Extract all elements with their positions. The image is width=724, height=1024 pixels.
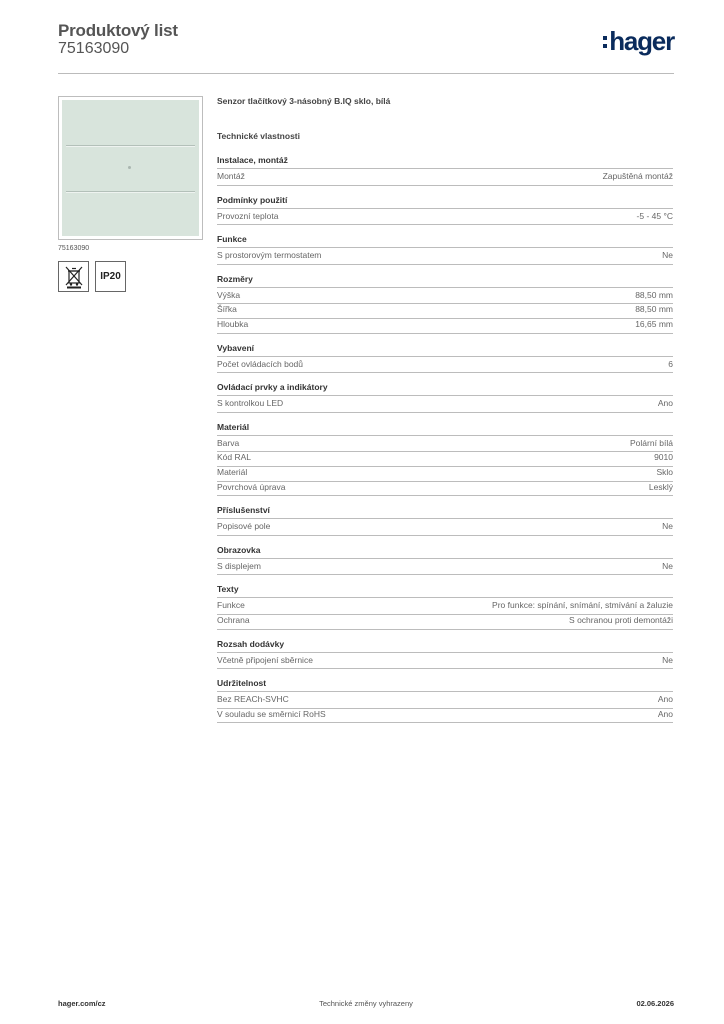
spec-row — [217, 211, 673, 226]
spec-key: S prostorovým termostatem — [217, 250, 322, 261]
spec-row — [217, 482, 673, 497]
spec-row — [217, 615, 673, 630]
spec-group-title: Rozsah dodávky — [217, 639, 673, 651]
spec-key: Počet ovládacích bodů — [217, 358, 304, 369]
spec-value: Ne — [662, 521, 673, 532]
spec-row — [217, 521, 673, 536]
spec-group-title: Texty — [217, 584, 673, 596]
spec-row — [217, 359, 673, 374]
footer-disclaimer: Technické změny vyhrazeny — [319, 999, 413, 1008]
spec-value: Lesklý — [648, 481, 673, 492]
page-footer — [58, 999, 674, 1011]
button-separator — [66, 145, 195, 147]
spec-value: S ochranou proti demontáži — [569, 615, 673, 625]
spec-key: Barva — [217, 437, 240, 448]
spec-row — [217, 171, 673, 186]
footer-date: 02.06.2026 — [636, 999, 674, 1008]
spec-key: S kontrolkou LED — [217, 398, 284, 409]
spec-group-title: Rozměry — [217, 274, 673, 286]
spec-row — [217, 452, 673, 467]
spec-key: Provozní teplota — [217, 210, 279, 221]
spec-row — [217, 600, 673, 615]
page-header — [58, 21, 674, 67]
spec-row — [217, 319, 673, 334]
spec-group-title: Obrazovka — [217, 545, 673, 557]
spec-value: 9010 — [654, 452, 673, 463]
glass-panel — [62, 100, 199, 236]
spec-value: Polární bílá — [630, 437, 673, 448]
button-separator — [66, 191, 195, 193]
weee-crossed-bin-icon — [58, 261, 89, 292]
spec-group-title: Instalace, montáž — [217, 155, 673, 167]
spec-row — [217, 655, 673, 670]
spec-value: Ne — [662, 654, 673, 665]
spec-value: 6 — [668, 358, 673, 369]
led-indicator-icon — [128, 166, 131, 169]
spec-value: Ano — [657, 708, 673, 719]
document-number: 75163090 — [58, 40, 130, 57]
spec-value: Ne — [662, 250, 673, 261]
spec-value: Pro funkce: spínání, snímání, stmívání a žaluzie — [492, 600, 673, 611]
brand-logo — [603, 26, 674, 56]
spec-key: Ochrana — [217, 615, 250, 625]
spec-value: 88,50 mm — [635, 304, 673, 315]
product-name: Senzor tlačítkový 3-násobný B.IQ sklo, bílá — [217, 96, 391, 106]
spec-key: Funkce — [217, 600, 245, 611]
spec-row — [217, 398, 673, 413]
spec-row — [217, 304, 673, 319]
spec-key: Povrchová úprava — [217, 481, 286, 492]
spec-row — [217, 561, 673, 576]
spec-row — [217, 694, 673, 709]
spec-group-title: Ovládací prvky a indikátory — [217, 382, 673, 394]
spec-key: Kód RAL — [217, 452, 252, 463]
spec-key: S displejem — [217, 560, 261, 571]
footer-website[interactable]: hager.com/cz — [58, 999, 106, 1008]
ip-rating-badge: IP20 — [95, 261, 126, 292]
spec-group-title: Materiál — [217, 422, 673, 434]
brand-name: hager — [609, 26, 674, 56]
spec-group-title: Podmínky použití — [217, 195, 673, 207]
spec-value: Sklo — [656, 467, 673, 477]
spec-key: Montáž — [217, 171, 245, 181]
header-divider — [58, 73, 674, 74]
spec-group-title: Příslušenství — [217, 505, 673, 517]
spec-value: -5 - 45 °C — [636, 210, 673, 221]
spec-key: Bez REACh-SVHC — [217, 694, 289, 705]
spec-value: Ne — [662, 560, 673, 571]
spec-group-title: Funkce — [217, 234, 673, 246]
logo-dots-icon — [603, 36, 607, 48]
spec-row — [217, 438, 673, 453]
spec-value: Zapuštěná montáž — [602, 171, 673, 181]
spec-key: V souladu se směrnicí RoHS — [217, 708, 326, 719]
spec-row — [217, 250, 673, 265]
spec-value: Ano — [657, 694, 673, 705]
spec-row — [217, 290, 673, 305]
document-title: Produktový list — [58, 21, 178, 40]
spec-key: Šířka — [217, 304, 237, 315]
spec-value: Ano — [657, 398, 673, 409]
spec-key: Popisové pole — [217, 521, 271, 532]
spec-value: 88,50 mm — [635, 289, 673, 300]
spec-key: Včetně připojení sběrnice — [217, 654, 313, 665]
spec-key: Hloubka — [217, 319, 249, 329]
spec-group-title: Udržitelnost — [217, 678, 673, 690]
product-image — [58, 96, 203, 240]
spec-key: Materiál — [217, 467, 248, 477]
spec-key: Výška — [217, 289, 241, 300]
spec-row — [217, 467, 673, 482]
image-caption: 75163090 — [58, 245, 90, 252]
spec-group-title: Vybavení — [217, 343, 673, 355]
spec-value: 16,65 mm — [635, 319, 673, 329]
spec-row — [217, 709, 673, 724]
section-label: Technické vlastnosti — [217, 131, 300, 141]
